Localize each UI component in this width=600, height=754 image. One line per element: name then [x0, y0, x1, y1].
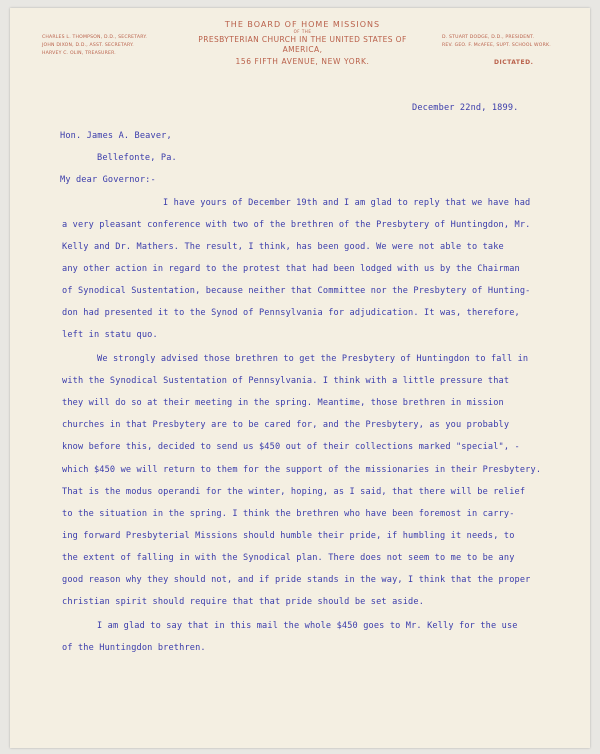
letterhead-officer-line: D. STUART DODGE, D.D., PRESIDENT. — [442, 35, 535, 40]
body-line: the extent of falling in with the Synodical plan. There does not seem to me to be any — [62, 553, 515, 563]
body-line: We strongly advised those brethren to get the Presbytery of Huntingdon to fall in — [97, 354, 529, 364]
body-line: know before this, decided to send us $450 out of their collections marked "special", - — [62, 442, 520, 452]
letterhead-officer-line: HARVEY C. OLIN, TREASURER. — [42, 51, 116, 56]
body-line: I have yours of December 19th and I am glad to reply that we have had — [163, 198, 531, 208]
letter-date: December 22nd, 1899. — [412, 103, 519, 113]
letterhead-officer-line: REV. GEO. F. McAFEE, SUPT. SCHOOL WORK. — [442, 43, 551, 48]
body-line: I am glad to say that in this mail the whole $450 goes to Mr. Kelly for the use — [97, 621, 518, 631]
letterhead-officers-left — [42, 34, 147, 58]
letterhead-officers-right — [442, 34, 551, 67]
body-line: good reason why they should not, and if pride stands in the way, I think that the proper — [62, 575, 531, 585]
body-line: churches in that Presbytery are to be cared for, and the Presbytery, as you probably — [62, 420, 510, 430]
body-line: with the Synodical Sustentation of Pennsylvania. I think with a little pressure that — [62, 376, 510, 386]
letterhead-address: 156 FIFTH AVENUE, NEW YORK. — [235, 57, 370, 66]
body-line: to the situation in the spring. I think the brethren who have been foremost in carry- — [62, 509, 515, 519]
body-line: don had presented it to the Synod of Pennsylvania for adjudication. It was, therefore, — [62, 308, 520, 318]
letterhead-officer-line: JOHN DIXON, D.D., ASST. SECRETARY. — [42, 43, 134, 48]
letterhead-of: OF THE — [293, 29, 312, 34]
body-line: which $450 we will return to them for the support of the missionaries in their Presbytery. — [62, 465, 542, 475]
body-line: any other action in regard to the protest that had been lodged with us by the Chairman — [62, 264, 520, 274]
letterhead-title-block — [185, 20, 420, 68]
recipient-location: Bellefonte, Pa. — [97, 153, 177, 163]
body-line: they will do so at their meeting in the spring. Meantime, those brethren in mission — [62, 398, 504, 408]
body-line: That is the modus operandi for the winter, hoping, as I said, that there will be relief — [62, 487, 526, 497]
dictated-mark: DICTATED. — [494, 59, 534, 66]
letter-sheet — [10, 8, 590, 748]
body-line: christian spirit should require that that pride should be set aside. — [62, 597, 425, 607]
recipient-name: Hon. James A. Beaver, — [60, 131, 172, 141]
letterhead-officer-line: CHARLES L. THOMPSON, D.D., SECRETARY. — [42, 35, 148, 40]
body-line: ing forward Presbyterial Missions should humble their pride, if humbling it needs, to — [62, 531, 515, 541]
body-line: a very pleasant conference with two of the brethren of the Presbytery of Huntingdon, Mr. — [62, 220, 531, 230]
body-line: Kelly and Dr. Mathers. The result, I think, has been good. We were not able to take — [62, 242, 504, 252]
letterhead-org-name: THE BOARD OF HOME MISSIONS — [224, 20, 381, 29]
body-line: left in statu quo. — [62, 330, 158, 340]
body-line: of the Huntingdon brethren. — [62, 643, 206, 653]
salutation: My dear Governor:- — [60, 175, 156, 185]
body-line: of Synodical Sustentation, because neither that Committee nor the Presbytery of Hunting- — [62, 286, 531, 296]
letterhead-church: PRESBYTERIAN CHURCH IN THE UNITED STATES OF AMERICA, — [198, 35, 407, 54]
